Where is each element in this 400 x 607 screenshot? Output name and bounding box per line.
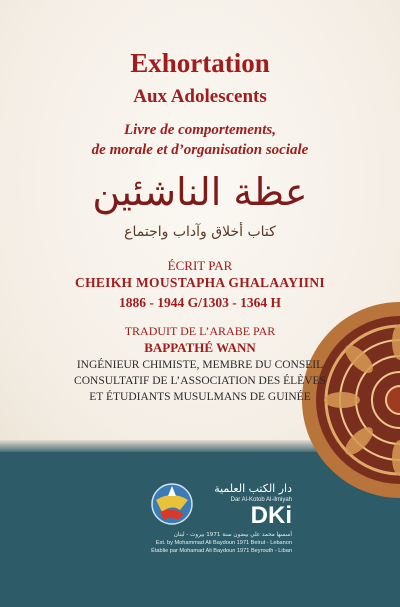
- translated-by-label: TRADUIT DE L’ARABE PAR: [124, 324, 276, 338]
- translator-name: BAPPATHÉ WANN: [144, 340, 256, 355]
- book-subtitle: Aux Adolescents: [133, 86, 267, 107]
- publisher-arabic-name: دار الكتب العلمية: [214, 482, 292, 495]
- arabic-subtitle: كتاب أخلاق وآداب واجتماع: [124, 224, 276, 240]
- arabic-title: عظة الناشئين: [92, 170, 308, 214]
- publisher-logo: [150, 480, 290, 590]
- publisher-line-3: Établie par Mohamad Ali Baydoun 1971 Beyrouth - Liban: [151, 548, 292, 554]
- translator-bio-line-2: CONSULTATIF DE L’ASSOCIATION DES ÉLÈVES: [74, 375, 326, 387]
- globe-icon: [150, 482, 194, 526]
- translator-bio-line-1: INGÉNIEUR CHIMISTE, MEMBRE DU CONSEIL: [76, 359, 324, 371]
- author-name: CHEIKH MOUSTAPHA GHALAAYIINI: [75, 275, 325, 290]
- publisher-latin-name: Dar Al-Kotob Al-ilmiyah: [230, 497, 292, 503]
- tagline-line-1: Livre de comportements,: [123, 122, 277, 138]
- written-by-label: ÉCRIT PAR: [167, 258, 233, 273]
- author-dates: 1886 - 1944 G/1303 - 1364 H: [119, 295, 281, 310]
- publisher-logo-text: DKi: [250, 502, 292, 529]
- book-title: Exhortation: [130, 48, 270, 78]
- publisher-line-2: Est. by Mohammad Ali Baydoun 1971 Beirut - Lebanon: [155, 540, 292, 546]
- tagline-line-2: de morale et d’organisation sociale: [91, 142, 309, 158]
- publisher-line-1: أسسها محمد علي بيضون سنة 1971 بيروت - لبنان: [173, 532, 292, 538]
- translator-bio-line-3: ET ÉTUDIANTS MUSULMANS DE GUINÉE: [89, 391, 311, 403]
